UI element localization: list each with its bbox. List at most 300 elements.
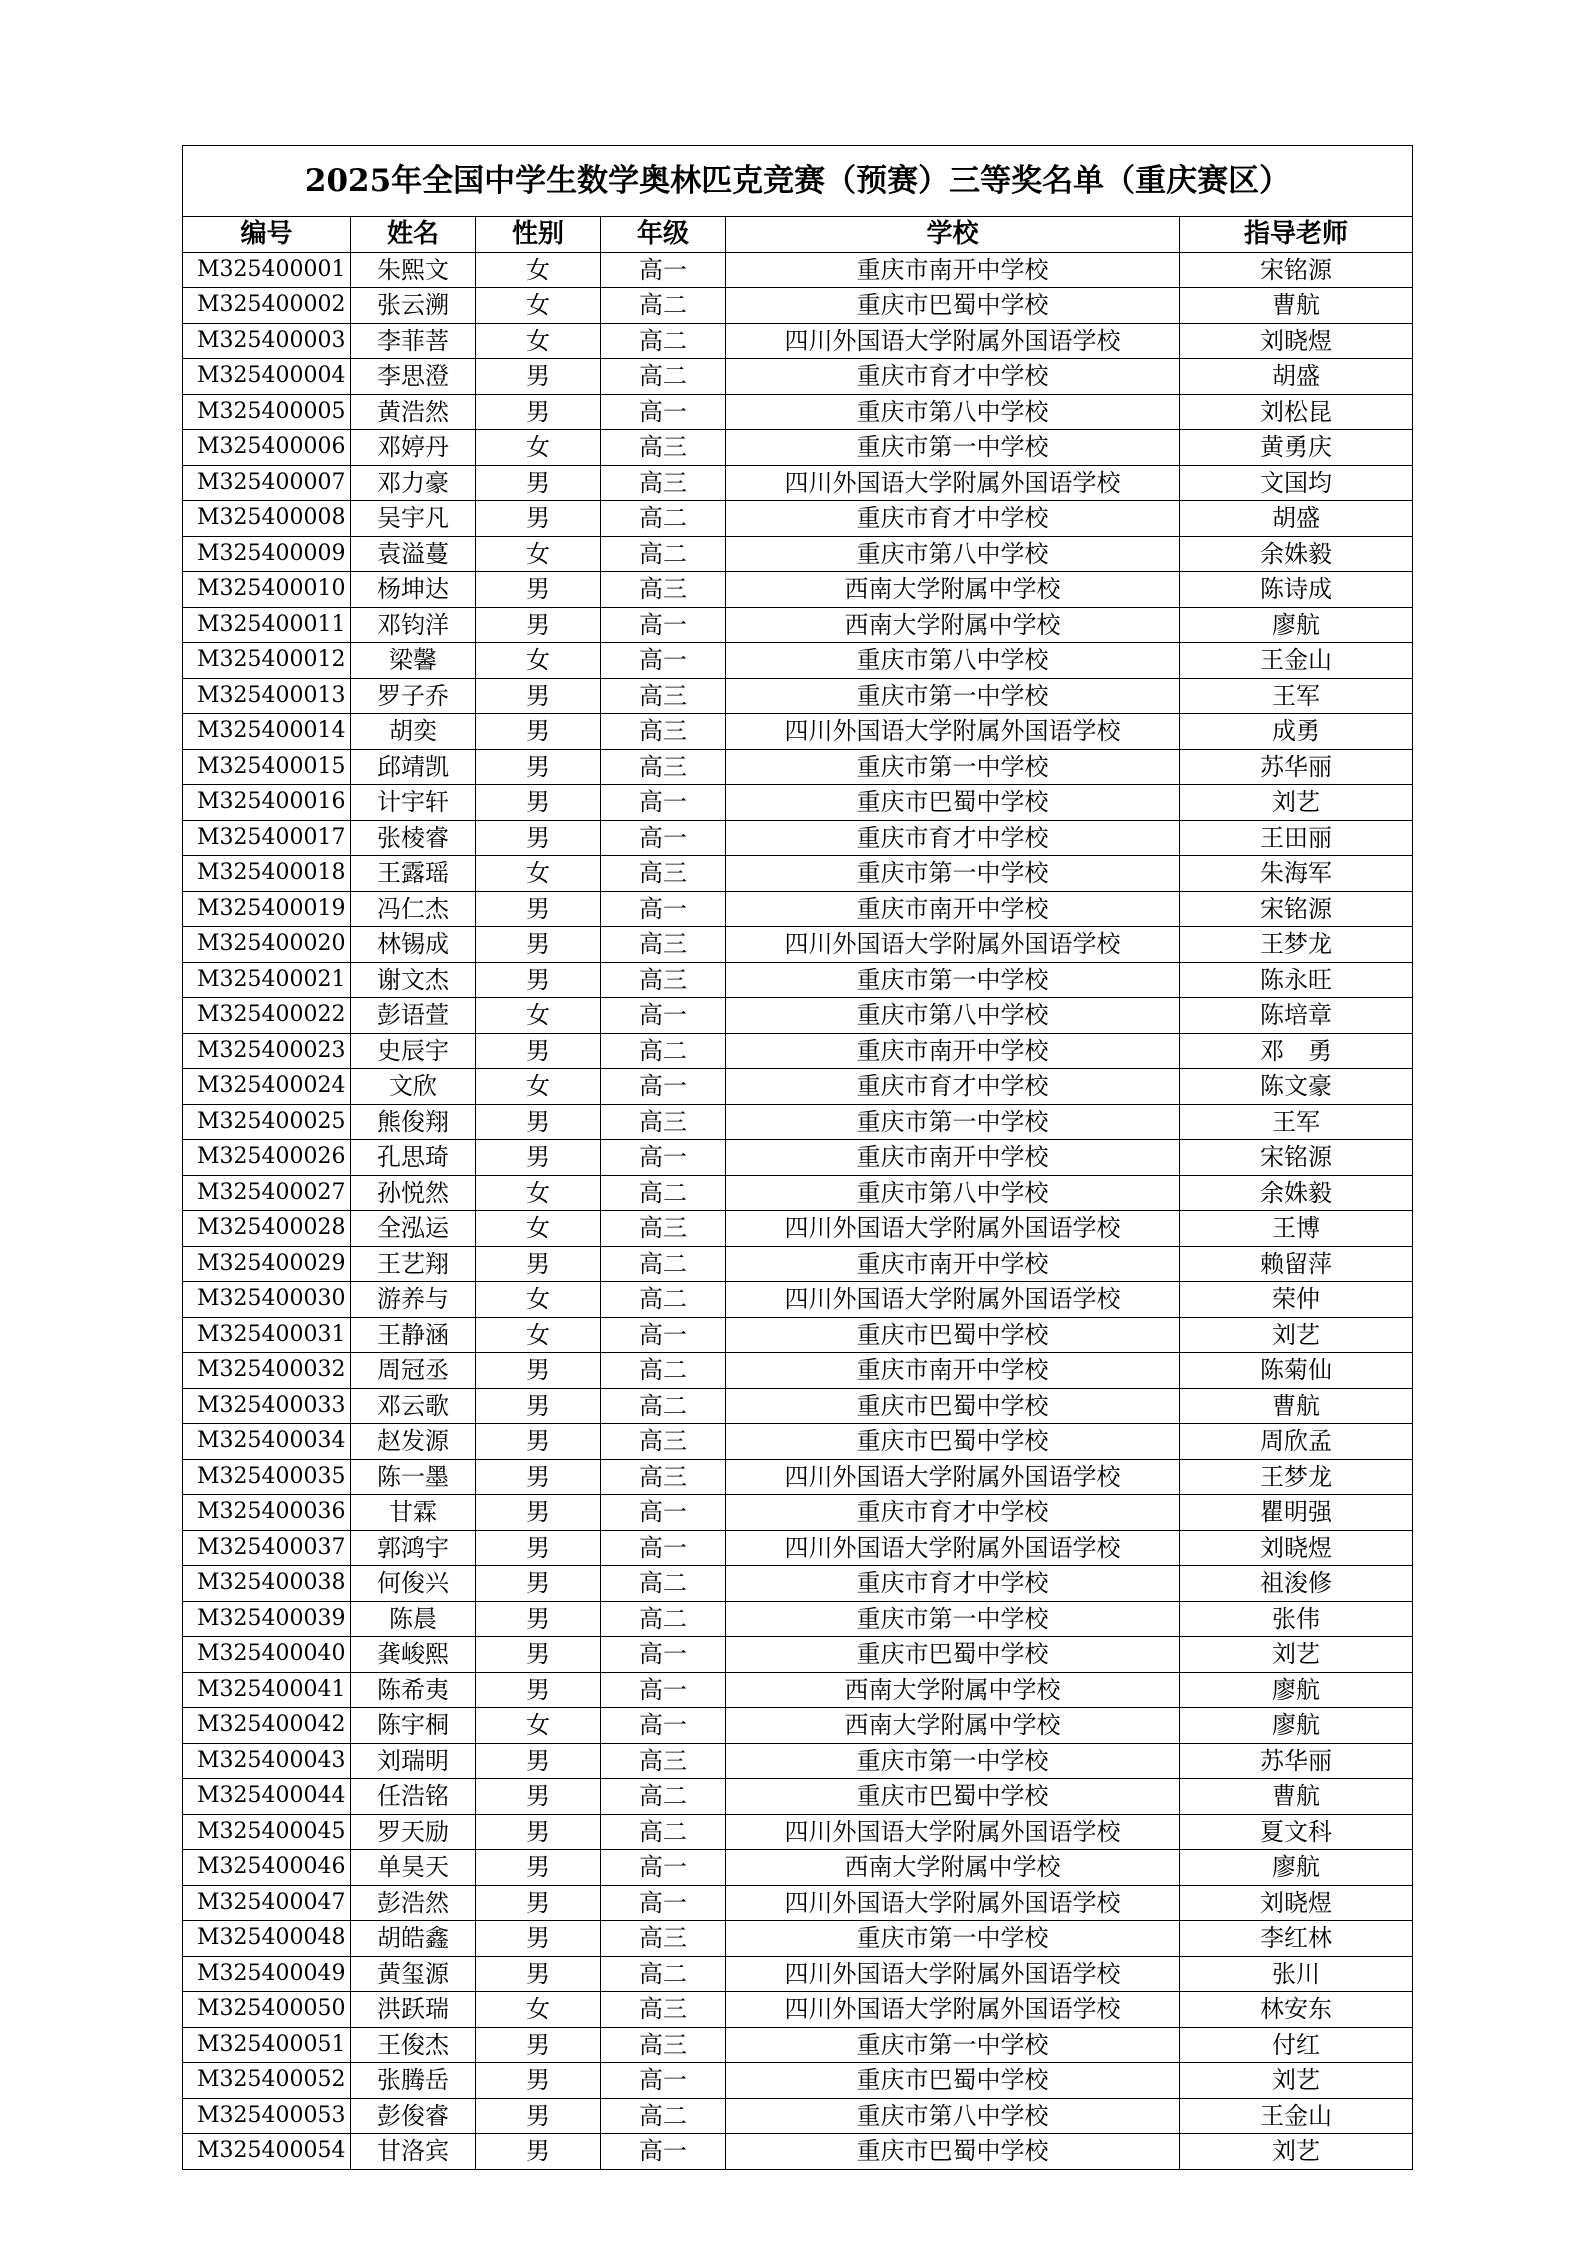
cell-teacher: 成勇 bbox=[1180, 714, 1413, 750]
cell-id: M325400036 bbox=[183, 1495, 351, 1531]
cell-grade: 高三 bbox=[601, 465, 726, 501]
cell-teacher: 余姝毅 bbox=[1180, 1175, 1413, 1211]
table-row bbox=[183, 1601, 1413, 1637]
cell-grade: 高二 bbox=[601, 1353, 726, 1389]
cell-id: M325400048 bbox=[183, 1921, 351, 1957]
cell-name: 文欣 bbox=[351, 1069, 476, 1105]
cell-teacher: 张川 bbox=[1180, 1956, 1413, 1992]
cell-id: M325400033 bbox=[183, 1388, 351, 1424]
cell-name: 李菲菩 bbox=[351, 323, 476, 359]
table-row bbox=[183, 2134, 1413, 2170]
cell-grade: 高二 bbox=[601, 1033, 726, 1069]
cell-teacher: 荣仲 bbox=[1180, 1282, 1413, 1318]
cell-gender: 男 bbox=[476, 1779, 601, 1815]
table-row bbox=[183, 1637, 1413, 1673]
cell-gender: 男 bbox=[476, 501, 601, 537]
table-row bbox=[183, 2063, 1413, 2099]
cell-name: 罗天励 bbox=[351, 1814, 476, 1850]
cell-school: 重庆市第一中学校 bbox=[726, 856, 1180, 892]
cell-gender: 男 bbox=[476, 1743, 601, 1779]
cell-name: 王俊杰 bbox=[351, 2027, 476, 2063]
cell-name: 彭浩然 bbox=[351, 1885, 476, 1921]
cell-teacher: 刘晓煜 bbox=[1180, 1530, 1413, 1566]
cell-gender: 男 bbox=[476, 1921, 601, 1957]
table-row bbox=[183, 1424, 1413, 1460]
cell-school: 四川外国语大学附属外国语学校 bbox=[726, 1814, 1180, 1850]
cell-name: 胡皓鑫 bbox=[351, 1921, 476, 1957]
column-header-id: 编号 bbox=[183, 217, 351, 253]
cell-name: 邓钧洋 bbox=[351, 607, 476, 643]
cell-name: 陈希夷 bbox=[351, 1672, 476, 1708]
cell-teacher: 黄勇庆 bbox=[1180, 430, 1413, 466]
cell-gender: 男 bbox=[476, 891, 601, 927]
table-row bbox=[183, 1033, 1413, 1069]
cell-grade: 高一 bbox=[601, 252, 726, 288]
cell-grade: 高一 bbox=[601, 607, 726, 643]
table-row bbox=[183, 1353, 1413, 1389]
cell-name: 张腾岳 bbox=[351, 2063, 476, 2099]
cell-name: 黄浩然 bbox=[351, 394, 476, 430]
cell-teacher: 王军 bbox=[1180, 678, 1413, 714]
cell-id: M325400035 bbox=[183, 1459, 351, 1495]
cell-teacher: 王军 bbox=[1180, 1104, 1413, 1140]
cell-school: 四川外国语大学附属外国语学校 bbox=[726, 465, 1180, 501]
cell-gender: 男 bbox=[476, 2027, 601, 2063]
cell-gender: 女 bbox=[476, 288, 601, 324]
cell-teacher: 李红林 bbox=[1180, 1921, 1413, 1957]
cell-school: 重庆市育才中学校 bbox=[726, 1566, 1180, 1602]
table-row bbox=[183, 1672, 1413, 1708]
cell-name: 彭俊睿 bbox=[351, 2098, 476, 2134]
cell-name: 周冠丞 bbox=[351, 1353, 476, 1389]
cell-id: M325400052 bbox=[183, 2063, 351, 2099]
table-row bbox=[183, 1743, 1413, 1779]
cell-id: M325400024 bbox=[183, 1069, 351, 1105]
cell-grade: 高三 bbox=[601, 430, 726, 466]
table-row bbox=[183, 430, 1413, 466]
cell-name: 孔思琦 bbox=[351, 1140, 476, 1176]
cell-id: M325400039 bbox=[183, 1601, 351, 1637]
cell-grade: 高三 bbox=[601, 1211, 726, 1247]
cell-grade: 高二 bbox=[601, 1956, 726, 1992]
table-row bbox=[183, 501, 1413, 537]
cell-teacher: 刘晓煜 bbox=[1180, 1885, 1413, 1921]
cell-grade: 高二 bbox=[601, 288, 726, 324]
cell-gender: 女 bbox=[476, 1175, 601, 1211]
cell-gender: 男 bbox=[476, 2063, 601, 2099]
cell-teacher: 王梦龙 bbox=[1180, 1459, 1413, 1495]
table-row bbox=[183, 1175, 1413, 1211]
cell-name: 梁馨 bbox=[351, 643, 476, 679]
cell-gender: 男 bbox=[476, 1850, 601, 1886]
cell-name: 张棱睿 bbox=[351, 820, 476, 856]
cell-school: 重庆市南开中学校 bbox=[726, 252, 1180, 288]
cell-school: 重庆市巴蜀中学校 bbox=[726, 1779, 1180, 1815]
cell-gender: 女 bbox=[476, 323, 601, 359]
cell-grade: 高二 bbox=[601, 1779, 726, 1815]
cell-id: M325400011 bbox=[183, 607, 351, 643]
cell-teacher: 陈诗成 bbox=[1180, 572, 1413, 608]
table-row bbox=[183, 2027, 1413, 2063]
cell-grade: 高三 bbox=[601, 749, 726, 785]
cell-name: 熊俊翔 bbox=[351, 1104, 476, 1140]
cell-teacher: 陈文豪 bbox=[1180, 1069, 1413, 1105]
cell-name: 张云溯 bbox=[351, 288, 476, 324]
cell-id: M325400041 bbox=[183, 1672, 351, 1708]
cell-gender: 男 bbox=[476, 962, 601, 998]
cell-grade: 高一 bbox=[601, 1495, 726, 1531]
cell-school: 重庆市巴蜀中学校 bbox=[726, 2063, 1180, 2099]
cell-school: 重庆市育才中学校 bbox=[726, 1495, 1180, 1531]
cell-school: 重庆市巴蜀中学校 bbox=[726, 1637, 1180, 1673]
cell-id: M325400002 bbox=[183, 288, 351, 324]
cell-teacher: 祖浚修 bbox=[1180, 1566, 1413, 1602]
cell-school: 重庆市第八中学校 bbox=[726, 394, 1180, 430]
cell-id: M325400014 bbox=[183, 714, 351, 750]
table-row bbox=[183, 465, 1413, 501]
cell-grade: 高二 bbox=[601, 323, 726, 359]
table-row bbox=[183, 1246, 1413, 1282]
table-row bbox=[183, 252, 1413, 288]
cell-school: 四川外国语大学附属外国语学校 bbox=[726, 1956, 1180, 1992]
cell-gender: 女 bbox=[476, 1069, 601, 1105]
cell-id: M325400012 bbox=[183, 643, 351, 679]
table-row bbox=[183, 1317, 1413, 1353]
cell-school: 四川外国语大学附属外国语学校 bbox=[726, 1992, 1180, 2028]
table-row bbox=[183, 1814, 1413, 1850]
cell-teacher: 宋铭源 bbox=[1180, 252, 1413, 288]
table-row bbox=[183, 1885, 1413, 1921]
cell-gender: 女 bbox=[476, 1992, 601, 2028]
cell-gender: 男 bbox=[476, 1637, 601, 1673]
cell-id: M325400013 bbox=[183, 678, 351, 714]
cell-grade: 高三 bbox=[601, 1459, 726, 1495]
cell-id: M325400015 bbox=[183, 749, 351, 785]
cell-school: 重庆市育才中学校 bbox=[726, 359, 1180, 395]
cell-teacher: 胡盛 bbox=[1180, 501, 1413, 537]
cell-gender: 男 bbox=[476, 394, 601, 430]
cell-teacher: 廖航 bbox=[1180, 1672, 1413, 1708]
cell-gender: 男 bbox=[476, 359, 601, 395]
table-row bbox=[183, 572, 1413, 608]
cell-name: 胡奕 bbox=[351, 714, 476, 750]
cell-grade: 高一 bbox=[601, 891, 726, 927]
table-row bbox=[183, 536, 1413, 572]
cell-teacher: 朱海军 bbox=[1180, 856, 1413, 892]
cell-teacher: 刘艺 bbox=[1180, 1637, 1413, 1673]
cell-name: 冯仁杰 bbox=[351, 891, 476, 927]
cell-grade: 高一 bbox=[601, 1850, 726, 1886]
cell-id: M325400034 bbox=[183, 1424, 351, 1460]
table-row bbox=[183, 1921, 1413, 1957]
cell-grade: 高二 bbox=[601, 536, 726, 572]
cell-id: M325400038 bbox=[183, 1566, 351, 1602]
cell-name: 朱熙文 bbox=[351, 252, 476, 288]
cell-name: 赵发源 bbox=[351, 1424, 476, 1460]
cell-id: M325400031 bbox=[183, 1317, 351, 1353]
cell-id: M325400021 bbox=[183, 962, 351, 998]
cell-grade: 高二 bbox=[601, 359, 726, 395]
cell-gender: 男 bbox=[476, 749, 601, 785]
cell-gender: 男 bbox=[476, 572, 601, 608]
cell-gender: 男 bbox=[476, 1388, 601, 1424]
cell-school: 四川外国语大学附属外国语学校 bbox=[726, 1282, 1180, 1318]
cell-school: 重庆市第八中学校 bbox=[726, 998, 1180, 1034]
cell-grade: 高二 bbox=[601, 1566, 726, 1602]
page-title: 2025年全国中学生数学奥林匹克竞赛（预赛）三等奖名单（重庆赛区） bbox=[183, 146, 1413, 217]
cell-id: M325400046 bbox=[183, 1850, 351, 1886]
column-header-grade: 年级 bbox=[601, 217, 726, 253]
cell-school: 重庆市第八中学校 bbox=[726, 536, 1180, 572]
cell-teacher: 夏文科 bbox=[1180, 1814, 1413, 1850]
cell-grade: 高二 bbox=[601, 1601, 726, 1637]
table-row bbox=[183, 1779, 1413, 1815]
cell-school: 重庆市南开中学校 bbox=[726, 891, 1180, 927]
table-row bbox=[183, 643, 1413, 679]
table-row bbox=[183, 820, 1413, 856]
cell-id: M325400050 bbox=[183, 1992, 351, 2028]
cell-name: 郭鸿宇 bbox=[351, 1530, 476, 1566]
cell-name: 李思澄 bbox=[351, 359, 476, 395]
cell-teacher: 刘艺 bbox=[1180, 2063, 1413, 2099]
cell-id: M325400020 bbox=[183, 927, 351, 963]
cell-name: 甘洛宾 bbox=[351, 2134, 476, 2170]
table-row bbox=[183, 714, 1413, 750]
cell-id: M325400027 bbox=[183, 1175, 351, 1211]
cell-name: 陈一墨 bbox=[351, 1459, 476, 1495]
cell-gender: 女 bbox=[476, 536, 601, 572]
cell-school: 西南大学附属中学校 bbox=[726, 1850, 1180, 1886]
cell-gender: 男 bbox=[476, 1246, 601, 1282]
column-header-gender: 性别 bbox=[476, 217, 601, 253]
cell-name: 彭语萱 bbox=[351, 998, 476, 1034]
cell-gender: 女 bbox=[476, 1317, 601, 1353]
cell-id: M325400008 bbox=[183, 501, 351, 537]
column-header-school: 学校 bbox=[726, 217, 1180, 253]
cell-teacher: 胡盛 bbox=[1180, 359, 1413, 395]
cell-gender: 男 bbox=[476, 820, 601, 856]
cell-teacher: 刘松昆 bbox=[1180, 394, 1413, 430]
cell-teacher: 王金山 bbox=[1180, 2098, 1413, 2134]
cell-name: 林锡成 bbox=[351, 927, 476, 963]
cell-id: M325400023 bbox=[183, 1033, 351, 1069]
cell-gender: 女 bbox=[476, 1708, 601, 1744]
cell-grade: 高三 bbox=[601, 1743, 726, 1779]
cell-grade: 高二 bbox=[601, 1814, 726, 1850]
table-row bbox=[183, 1495, 1413, 1531]
cell-grade: 高一 bbox=[601, 1069, 726, 1105]
table-row bbox=[183, 927, 1413, 963]
cell-teacher: 曹航 bbox=[1180, 1779, 1413, 1815]
cell-gender: 男 bbox=[476, 1601, 601, 1637]
cell-teacher: 宋铭源 bbox=[1180, 891, 1413, 927]
cell-teacher: 王梦龙 bbox=[1180, 927, 1413, 963]
cell-grade: 高三 bbox=[601, 856, 726, 892]
cell-id: M325400044 bbox=[183, 1779, 351, 1815]
cell-id: M325400004 bbox=[183, 359, 351, 395]
cell-school: 重庆市育才中学校 bbox=[726, 501, 1180, 537]
cell-id: M325400019 bbox=[183, 891, 351, 927]
cell-school: 西南大学附属中学校 bbox=[726, 1672, 1180, 1708]
table-row bbox=[183, 1566, 1413, 1602]
cell-name: 龚峻熙 bbox=[351, 1637, 476, 1673]
cell-grade: 高二 bbox=[601, 1246, 726, 1282]
cell-grade: 高一 bbox=[601, 820, 726, 856]
table-row bbox=[183, 1069, 1413, 1105]
cell-gender: 男 bbox=[476, 1104, 601, 1140]
cell-gender: 女 bbox=[476, 1282, 601, 1318]
cell-grade: 高三 bbox=[601, 927, 726, 963]
cell-teacher: 陈菊仙 bbox=[1180, 1353, 1413, 1389]
cell-gender: 女 bbox=[476, 998, 601, 1034]
cell-grade: 高一 bbox=[601, 1672, 726, 1708]
cell-school: 重庆市南开中学校 bbox=[726, 1140, 1180, 1176]
cell-school: 重庆市南开中学校 bbox=[726, 1353, 1180, 1389]
cell-name: 计宇轩 bbox=[351, 785, 476, 821]
cell-id: M325400043 bbox=[183, 1743, 351, 1779]
column-header-teacher: 指导老师 bbox=[1180, 217, 1413, 253]
cell-teacher: 曹航 bbox=[1180, 288, 1413, 324]
table-row bbox=[183, 962, 1413, 998]
cell-grade: 高二 bbox=[601, 1388, 726, 1424]
cell-grade: 高二 bbox=[601, 1175, 726, 1211]
cell-id: M325400010 bbox=[183, 572, 351, 608]
table-row bbox=[183, 607, 1413, 643]
cell-gender: 男 bbox=[476, 1140, 601, 1176]
cell-grade: 高三 bbox=[601, 1992, 726, 2028]
cell-gender: 女 bbox=[476, 430, 601, 466]
cell-id: M325400009 bbox=[183, 536, 351, 572]
cell-school: 重庆市第一中学校 bbox=[726, 962, 1180, 998]
cell-school: 四川外国语大学附属外国语学校 bbox=[726, 1211, 1180, 1247]
cell-teacher: 陈培章 bbox=[1180, 998, 1413, 1034]
cell-gender: 男 bbox=[476, 2098, 601, 2134]
cell-id: M325400003 bbox=[183, 323, 351, 359]
cell-gender: 男 bbox=[476, 1033, 601, 1069]
cell-grade: 高三 bbox=[601, 1104, 726, 1140]
cell-school: 重庆市南开中学校 bbox=[726, 1033, 1180, 1069]
cell-teacher: 刘艺 bbox=[1180, 1317, 1413, 1353]
table-row bbox=[183, 1459, 1413, 1495]
cell-gender: 男 bbox=[476, 714, 601, 750]
cell-grade: 高一 bbox=[601, 998, 726, 1034]
cell-grade: 高一 bbox=[601, 1530, 726, 1566]
cell-teacher: 宋铭源 bbox=[1180, 1140, 1413, 1176]
cell-teacher: 廖航 bbox=[1180, 1850, 1413, 1886]
cell-grade: 高三 bbox=[601, 714, 726, 750]
cell-teacher: 苏华丽 bbox=[1180, 1743, 1413, 1779]
cell-teacher: 王田丽 bbox=[1180, 820, 1413, 856]
table-row bbox=[183, 1388, 1413, 1424]
award-list-table bbox=[182, 145, 1413, 2170]
table-row bbox=[183, 323, 1413, 359]
cell-grade: 高一 bbox=[601, 1317, 726, 1353]
cell-grade: 高三 bbox=[601, 1424, 726, 1460]
cell-id: M325400047 bbox=[183, 1885, 351, 1921]
cell-school: 重庆市巴蜀中学校 bbox=[726, 2134, 1180, 2170]
table-row bbox=[183, 785, 1413, 821]
cell-school: 重庆市第八中学校 bbox=[726, 1175, 1180, 1211]
cell-teacher: 苏华丽 bbox=[1180, 749, 1413, 785]
table-row bbox=[183, 288, 1413, 324]
cell-gender: 男 bbox=[476, 1814, 601, 1850]
cell-gender: 男 bbox=[476, 785, 601, 821]
table-row bbox=[183, 1211, 1413, 1247]
cell-grade: 高二 bbox=[601, 2098, 726, 2134]
cell-name: 王露瑶 bbox=[351, 856, 476, 892]
cell-id: M325400053 bbox=[183, 2098, 351, 2134]
cell-name: 刘瑞明 bbox=[351, 1743, 476, 1779]
cell-id: M325400040 bbox=[183, 1637, 351, 1673]
cell-gender: 男 bbox=[476, 1956, 601, 1992]
cell-school: 重庆市第八中学校 bbox=[726, 2098, 1180, 2134]
cell-gender: 男 bbox=[476, 678, 601, 714]
cell-id: M325400028 bbox=[183, 1211, 351, 1247]
cell-gender: 男 bbox=[476, 1495, 601, 1531]
cell-teacher: 廖航 bbox=[1180, 1708, 1413, 1744]
cell-teacher: 瞿明强 bbox=[1180, 1495, 1413, 1531]
cell-name: 洪跃瑞 bbox=[351, 1992, 476, 2028]
cell-name: 王静涵 bbox=[351, 1317, 476, 1353]
cell-name: 谢文杰 bbox=[351, 962, 476, 998]
cell-school: 重庆市第一中学校 bbox=[726, 1743, 1180, 1779]
title-row bbox=[183, 146, 1413, 217]
cell-teacher: 刘艺 bbox=[1180, 785, 1413, 821]
cell-teacher: 林安东 bbox=[1180, 1992, 1413, 2028]
table-row bbox=[183, 998, 1413, 1034]
cell-school: 重庆市育才中学校 bbox=[726, 1069, 1180, 1105]
cell-grade: 高一 bbox=[601, 1708, 726, 1744]
cell-id: M325400025 bbox=[183, 1104, 351, 1140]
cell-gender: 男 bbox=[476, 607, 601, 643]
cell-grade: 高一 bbox=[601, 394, 726, 430]
cell-gender: 男 bbox=[476, 2134, 601, 2170]
table-row bbox=[183, 394, 1413, 430]
cell-name: 全泓运 bbox=[351, 1211, 476, 1247]
table-row bbox=[183, 891, 1413, 927]
cell-gender: 女 bbox=[476, 856, 601, 892]
table-row bbox=[183, 678, 1413, 714]
cell-id: M325400001 bbox=[183, 252, 351, 288]
cell-grade: 高一 bbox=[601, 2134, 726, 2170]
cell-school: 重庆市巴蜀中学校 bbox=[726, 1424, 1180, 1460]
table-row bbox=[183, 1850, 1413, 1886]
cell-id: M325400049 bbox=[183, 1956, 351, 1992]
cell-teacher: 王金山 bbox=[1180, 643, 1413, 679]
cell-name: 邓婷丹 bbox=[351, 430, 476, 466]
cell-school: 重庆市第一中学校 bbox=[726, 2027, 1180, 2063]
cell-grade: 高一 bbox=[601, 643, 726, 679]
cell-teacher: 文国均 bbox=[1180, 465, 1413, 501]
cell-school: 重庆市第一中学校 bbox=[726, 430, 1180, 466]
cell-id: M325400051 bbox=[183, 2027, 351, 2063]
cell-id: M325400026 bbox=[183, 1140, 351, 1176]
cell-grade: 高一 bbox=[601, 1140, 726, 1176]
cell-gender: 男 bbox=[476, 1672, 601, 1708]
cell-teacher: 付红 bbox=[1180, 2027, 1413, 2063]
cell-grade: 高一 bbox=[601, 2063, 726, 2099]
table-row bbox=[183, 359, 1413, 395]
cell-name: 邓力豪 bbox=[351, 465, 476, 501]
table-body bbox=[183, 252, 1413, 2169]
cell-name: 邓云歌 bbox=[351, 1388, 476, 1424]
cell-grade: 高一 bbox=[601, 785, 726, 821]
cell-name: 袁溢蔓 bbox=[351, 536, 476, 572]
cell-name: 游养与 bbox=[351, 1282, 476, 1318]
cell-teacher: 赖留萍 bbox=[1180, 1246, 1413, 1282]
cell-grade: 高一 bbox=[601, 1637, 726, 1673]
cell-id: M325400005 bbox=[183, 394, 351, 430]
